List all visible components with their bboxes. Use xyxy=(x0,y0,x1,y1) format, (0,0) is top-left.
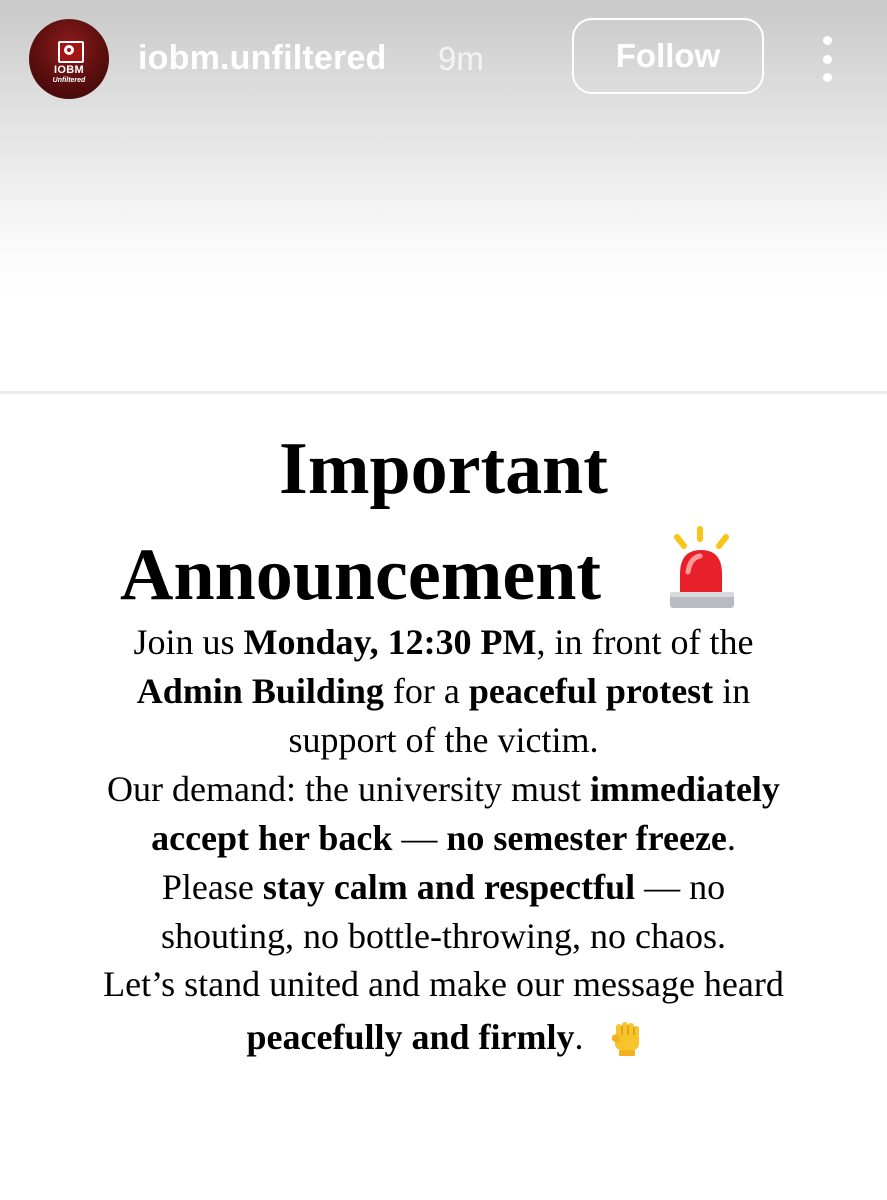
text: — no xyxy=(635,867,726,907)
announcement-line xyxy=(0,669,887,713)
bold-text: peaceful protest xyxy=(468,671,714,711)
announcement-line xyxy=(0,816,887,860)
text: — xyxy=(392,818,447,858)
text: . xyxy=(726,818,736,858)
bold-text: immediately xyxy=(589,769,780,809)
title-line-1: Important xyxy=(279,428,608,510)
bold-text: stay calm and respectful xyxy=(262,867,636,907)
text: . xyxy=(574,1017,584,1057)
title-line-2: Announcement xyxy=(120,534,602,616)
announcement-line xyxy=(0,865,887,909)
announcement-line xyxy=(0,620,887,664)
avatar-sublabel: Unfiltered xyxy=(52,77,86,84)
announcement-line xyxy=(0,718,887,762)
text: , in front of the xyxy=(536,622,754,662)
announcement-line xyxy=(0,767,887,811)
post-timestamp: 9m xyxy=(438,40,484,77)
announcement-line xyxy=(0,962,887,1006)
bold-text: Monday, 12:30 PM xyxy=(243,622,537,662)
announcement-line xyxy=(0,1015,830,1059)
announcement-line xyxy=(0,914,887,958)
follow-button[interactable]: Follow xyxy=(572,18,764,94)
text: support of the victim. xyxy=(288,720,599,760)
text: Join us xyxy=(133,622,244,662)
text: for a xyxy=(383,671,469,711)
text: Let’s stand united and make our message heard xyxy=(103,964,784,1004)
username[interactable]: iobm.unfiltered xyxy=(138,39,387,77)
text: Our demand: the university must xyxy=(107,769,590,809)
avatar-label: IOBM xyxy=(54,64,84,76)
text: in xyxy=(713,671,751,711)
raised-fist-icon xyxy=(606,1018,646,1058)
police-siren-icon xyxy=(664,526,740,612)
text: Please xyxy=(161,867,263,907)
bold-text: peacefully and firmly xyxy=(246,1017,575,1057)
text: shouting, no bottle-throwing, no chaos. xyxy=(161,916,726,956)
bold-text: Admin Building xyxy=(136,671,384,711)
bold-text: no semester freeze xyxy=(446,818,727,858)
bold-text: accept her back xyxy=(151,818,393,858)
